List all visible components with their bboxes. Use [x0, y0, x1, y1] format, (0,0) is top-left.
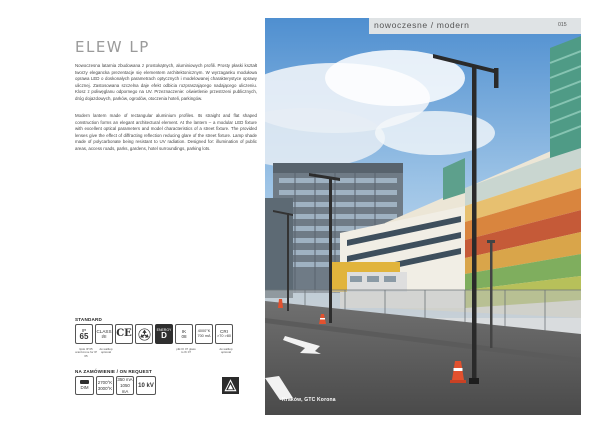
current-options-badge	[116, 376, 134, 395]
protection-class-badge	[95, 324, 113, 355]
description-polish: Nowoczesna latarnia zbudowana z prostokątnych, aluminiowych profili. Prosty płaski kształt tworzy elegancka prezentacje się elementem architektonicznym. W wyrzaganku modułowa oprawa LED o doskonałych parametrach optycznych i modelowanej charakterystyce oprawy ulicznej. Zastosowana szczelna daje efekt odbicia rozpraszającego nadającego uliczeniu. Klosz z poliwęglanu odpornego na UV. Przeznaczenie: oświetlenie przestrzeni publicznych, dróg dojazdowych, parków, ogrodów, otoczenia hoteli, parkingów.	[75, 63, 257, 101]
energy-class-icon	[155, 324, 173, 344]
badge-top-text: IP	[81, 327, 87, 333]
dimming-icon	[75, 376, 94, 395]
dimming-bar	[80, 380, 89, 384]
ip-rating-badge	[75, 324, 98, 358]
badge-caption: lipsk IP 65 oraz/ozone for IP 65	[75, 347, 98, 358]
badge-main-text: >70 >80	[217, 334, 231, 338]
description-english: Modern lantern made of rectangular aluminium profiles. Its straight and flat shaped construction forms an elegant architectural element. At the lantern – a modular LED fixture with excellent optical parameters and model characteristics of a street fixture. The provided lenses give the effect of diffracting reflection reducing glare of the street fixture. Lamp shade made of polycarbonate being resistant to UV radiation. Designed for: illumination of public areas, access roads, parks, gardens, hotel surroundings, parking lots.	[75, 113, 257, 151]
cri-badge	[215, 324, 233, 355]
recycle-symbol	[138, 328, 151, 341]
badge-caption: dé walltop optional	[99, 347, 113, 355]
surge-protection-badge	[136, 376, 156, 395]
badge-main-text: I/II	[101, 334, 107, 339]
badge-text: 3000°K	[97, 385, 113, 391]
brand-logo-mark	[224, 379, 237, 392]
ik-rating-badge	[175, 324, 196, 355]
product-title: ELEW LP	[75, 38, 150, 56]
badge-text: 1050 mA	[120, 382, 130, 394]
category-label: nowoczesne / modern	[374, 20, 470, 30]
on-request-badges	[75, 376, 156, 395]
page-number: 015	[558, 22, 567, 28]
photo-illustration	[265, 18, 581, 415]
recycle-icon	[135, 324, 153, 344]
standard-label: STANDARD	[75, 317, 103, 322]
brand-logo-icon	[222, 377, 239, 394]
badge-text: 350 mA	[117, 376, 133, 382]
standard-badges	[75, 324, 233, 358]
ce-mark-text: CE	[116, 328, 132, 339]
badge-main-text: 08	[181, 334, 187, 339]
color-temp-options-badge	[96, 376, 114, 395]
badge-text: DIM	[80, 385, 89, 390]
color-temp-current-badge	[195, 324, 213, 344]
badge-top-text: IK	[181, 329, 187, 334]
badge-main-text: 65	[79, 331, 89, 341]
street-lamp-photo	[265, 18, 581, 415]
badge-top-text: CRI	[220, 329, 228, 334]
badge-text: 10 kV	[138, 382, 154, 389]
badge-caption: dé walltop optional	[219, 347, 233, 355]
badge-text: 2700°K	[97, 379, 113, 385]
badge-top-text: CLASS	[96, 329, 112, 334]
ce-mark-icon	[115, 324, 133, 344]
badge-main-text: D	[161, 331, 167, 340]
badge-top-text: 4000°K	[197, 329, 211, 333]
badge-top-text: ENERGY	[156, 328, 172, 332]
badge-main-text: 700 mA	[197, 334, 211, 338]
photo-caption: Kraków, GTC Korona	[282, 397, 336, 403]
badge-caption: plik IK 07 glass to IK 07	[176, 347, 196, 355]
on-request-label: NA ZAMÓWIENIE / ON REQUEST	[75, 369, 152, 374]
